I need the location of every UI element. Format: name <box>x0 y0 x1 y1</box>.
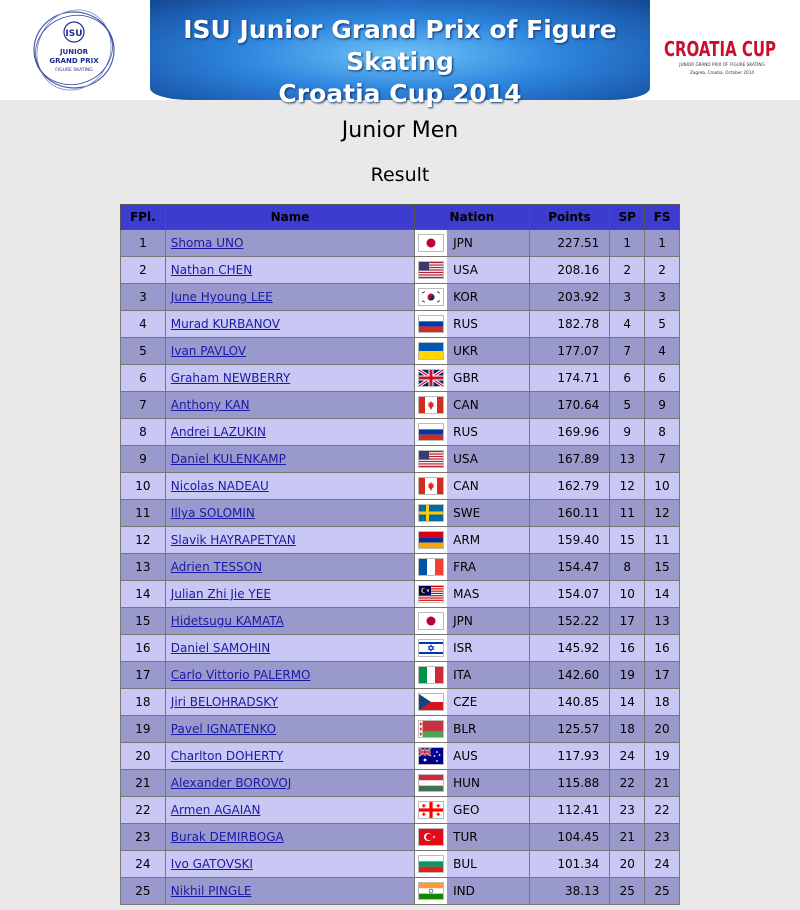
banner-title-line2: Croatia Cup 2014 <box>278 79 522 108</box>
skater-link[interactable]: Nathan CHEN <box>170 263 253 277</box>
nation-code: ARM <box>453 533 481 547</box>
nation-code: MAS <box>453 587 480 601</box>
cell-fs: 5 <box>645 311 680 338</box>
cell-fs: 18 <box>645 689 680 716</box>
flag-blr-icon <box>415 716 447 742</box>
category-title: Result <box>370 164 430 186</box>
cell-points: 115.88 <box>529 770 610 797</box>
header-fs: FS <box>645 205 680 230</box>
cell-fpl: 21 <box>121 770 166 797</box>
cell-name <box>165 824 414 851</box>
results-body <box>121 230 680 905</box>
cell-fpl: 7 <box>121 392 166 419</box>
table-row <box>121 635 680 662</box>
header-sp: SP <box>610 205 645 230</box>
cell-points: 142.60 <box>529 662 610 689</box>
nation-code: CAN <box>453 479 479 493</box>
svg-text:CROATIA CUP: CROATIA CUP <box>664 37 776 61</box>
cell-points: 145.92 <box>529 635 610 662</box>
table-row <box>121 284 680 311</box>
cell-fs: 16 <box>645 635 680 662</box>
cell-nation <box>415 716 529 743</box>
nation-code: TUR <box>453 830 478 844</box>
nation-wrapper <box>415 581 528 607</box>
cell-name <box>165 554 414 581</box>
flag-jpn-icon <box>415 608 447 634</box>
skater-link[interactable]: Daniel KULENKAMP <box>170 452 286 466</box>
table-row <box>121 365 680 392</box>
header-fpl: FPl. <box>121 205 166 230</box>
nation-code: JPN <box>453 614 473 628</box>
cell-sp: 1 <box>610 230 645 257</box>
skater-link[interactable]: Armen AGAIAN <box>170 803 261 817</box>
cell-name <box>165 446 414 473</box>
cell-nation <box>415 743 529 770</box>
cell-points: 104.45 <box>529 824 610 851</box>
cell-name <box>165 689 414 716</box>
cell-points: 154.07 <box>529 581 610 608</box>
banner-title <box>150 14 650 110</box>
svg-text:JUNIOR: JUNIOR <box>59 48 89 56</box>
cell-name <box>165 257 414 284</box>
skater-link[interactable]: Ivo GATOVSKI <box>170 857 253 871</box>
cell-fpl: 6 <box>121 365 166 392</box>
cell-fpl: 23 <box>121 824 166 851</box>
cell-sp: 15 <box>610 527 645 554</box>
skater-link[interactable]: Andrei LAZUKIN <box>170 425 266 439</box>
table-row <box>121 473 680 500</box>
flag-arm-icon <box>415 527 447 553</box>
cell-fpl: 20 <box>121 743 166 770</box>
cell-fpl: 9 <box>121 446 166 473</box>
cell-name <box>165 473 414 500</box>
nation-code: JPN <box>453 236 473 250</box>
skater-link[interactable]: Slavik HAYRAPETYAN <box>170 533 296 547</box>
cell-name <box>165 500 414 527</box>
flag-mas-icon <box>415 581 447 607</box>
cell-fpl: 24 <box>121 851 166 878</box>
cell-points: 152.22 <box>529 608 610 635</box>
skater-link[interactable]: Burak DEMIRBOGA <box>170 830 284 844</box>
flag-can-icon <box>415 392 447 418</box>
cell-name <box>165 338 414 365</box>
table-row <box>121 824 680 851</box>
cell-points: 154.47 <box>529 554 610 581</box>
cell-nation <box>415 284 529 311</box>
cell-sp: 18 <box>610 716 645 743</box>
skater-link[interactable]: Daniel SAMOHIN <box>170 641 271 655</box>
cell-fpl: 8 <box>121 419 166 446</box>
skater-link[interactable]: Nikhil PINGLE <box>170 884 252 898</box>
cell-name <box>165 851 414 878</box>
cell-nation <box>415 608 529 635</box>
header-nation: Nation <box>415 205 529 230</box>
table-row <box>121 311 680 338</box>
cell-sp: 24 <box>610 743 645 770</box>
cell-sp: 8 <box>610 554 645 581</box>
cell-fs: 17 <box>645 662 680 689</box>
skater-link[interactable]: Nicolas NADEAU <box>170 479 269 493</box>
nation-code: BUL <box>453 857 477 871</box>
cell-sp: 13 <box>610 446 645 473</box>
cell-nation <box>415 311 529 338</box>
cell-points: 125.57 <box>529 716 610 743</box>
flag-bul-icon <box>415 851 447 877</box>
flag-ind-icon <box>415 878 447 904</box>
cell-fs: 1 <box>645 230 680 257</box>
nation-code: ISR <box>453 641 473 655</box>
nation-wrapper <box>415 392 528 418</box>
nation-wrapper <box>415 824 528 850</box>
nation-wrapper <box>415 662 528 688</box>
cell-fs: 2 <box>645 257 680 284</box>
cell-fs: 21 <box>645 770 680 797</box>
cell-points: 208.16 <box>529 257 610 284</box>
table-row <box>121 581 680 608</box>
cell-points: 169.96 <box>529 419 610 446</box>
results-table <box>120 204 680 905</box>
cell-fpl: 2 <box>121 257 166 284</box>
skater-link[interactable]: Adrien TESSON <box>170 560 263 574</box>
cell-fs: 10 <box>645 473 680 500</box>
cell-fs: 24 <box>645 851 680 878</box>
cell-points: 170.64 <box>529 392 610 419</box>
flag-aus-icon <box>415 743 447 769</box>
cell-sp: 11 <box>610 500 645 527</box>
skater-link[interactable]: Illya SOLOMIN <box>170 506 255 520</box>
nation-wrapper <box>415 608 528 634</box>
cell-sp: 10 <box>610 581 645 608</box>
table-row <box>121 662 680 689</box>
cell-name <box>165 311 414 338</box>
cell-fpl: 25 <box>121 878 166 905</box>
skater-link[interactable]: June Hyoung LEE <box>170 290 273 304</box>
skater-link[interactable]: Julian Zhi Jie YEE <box>170 587 271 601</box>
cell-fs: 13 <box>645 608 680 635</box>
cell-sp: 16 <box>610 635 645 662</box>
nation-code: UKR <box>453 344 479 358</box>
cell-sp: 20 <box>610 851 645 878</box>
nation-code: KOR <box>453 290 479 304</box>
cell-points: 174.71 <box>529 365 610 392</box>
cell-points: 140.85 <box>529 689 610 716</box>
cell-sp: 12 <box>610 473 645 500</box>
nation-wrapper <box>415 284 528 310</box>
skater-link[interactable]: Shoma UNO <box>170 236 244 250</box>
table-row <box>121 230 680 257</box>
svg-text:GRAND PRIX: GRAND PRIX <box>49 57 99 65</box>
nation-code: ITA <box>453 668 472 682</box>
flag-isr-icon <box>415 635 447 661</box>
cell-name <box>165 797 414 824</box>
table-row <box>121 500 680 527</box>
table-row <box>121 392 680 419</box>
skater-link[interactable]: Anthony KAN <box>170 398 250 412</box>
skater-link[interactable]: Charlton DOHERTY <box>170 749 284 763</box>
cell-nation <box>415 473 529 500</box>
cell-fs: 11 <box>645 527 680 554</box>
nation-wrapper <box>415 500 528 526</box>
nation-code: HUN <box>453 776 480 790</box>
cell-sp: 23 <box>610 797 645 824</box>
cell-nation <box>415 824 529 851</box>
nation-wrapper <box>415 689 528 715</box>
cell-points: 112.41 <box>529 797 610 824</box>
cell-sp: 17 <box>610 608 645 635</box>
skater-link[interactable]: Pavel IGNATENKO <box>170 722 277 736</box>
cell-name <box>165 419 414 446</box>
table-row <box>121 446 680 473</box>
cell-name <box>165 743 414 770</box>
cell-fpl: 17 <box>121 662 166 689</box>
flag-ukr-icon <box>415 338 447 364</box>
table-row <box>121 851 680 878</box>
flag-geo-icon <box>415 797 447 823</box>
cell-nation <box>415 797 529 824</box>
cell-fpl: 14 <box>121 581 166 608</box>
cell-fs: 19 <box>645 743 680 770</box>
table-row <box>121 338 680 365</box>
table-row <box>121 257 680 284</box>
flag-fra-icon <box>415 554 447 580</box>
nation-code: FRA <box>453 560 477 574</box>
cell-fpl: 19 <box>121 716 166 743</box>
flag-usa-icon <box>415 257 447 283</box>
svg-text:Zagreb, Croatia, October 2014: Zagreb, Croatia, October 2014 <box>689 70 755 75</box>
cell-name <box>165 365 414 392</box>
banner-title-line1: ISU Junior Grand Prix of Figure Skating <box>183 15 617 76</box>
nation-code: RUS <box>453 317 478 331</box>
cell-fs: 20 <box>645 716 680 743</box>
cell-nation <box>415 230 529 257</box>
cell-sp: 14 <box>610 689 645 716</box>
nation-code: IND <box>453 884 475 898</box>
cell-nation <box>415 365 529 392</box>
cell-sp: 3 <box>610 284 645 311</box>
cell-fpl: 18 <box>121 689 166 716</box>
nation-wrapper <box>415 770 528 796</box>
nation-wrapper <box>415 851 528 877</box>
cell-fpl: 15 <box>121 608 166 635</box>
cell-points: 162.79 <box>529 473 610 500</box>
flag-ita-icon <box>415 662 447 688</box>
cell-nation <box>415 500 529 527</box>
nation-wrapper <box>415 527 528 553</box>
table-row <box>121 716 680 743</box>
table-row <box>121 527 680 554</box>
cell-fs: 4 <box>645 338 680 365</box>
cell-nation <box>415 635 529 662</box>
skater-link[interactable]: Ivan PAVLOV <box>170 344 247 358</box>
skater-link[interactable]: Carlo Vittorio PALERMO <box>170 668 311 682</box>
nation-wrapper <box>415 419 528 445</box>
cell-fs: 7 <box>645 446 680 473</box>
svg-text:JUNIOR GRAND PRIX OF FIGURE SK: JUNIOR GRAND PRIX OF FIGURE SKATING <box>679 62 765 67</box>
cell-name <box>165 392 414 419</box>
header-name: Name <box>165 205 414 230</box>
cell-name <box>165 284 414 311</box>
table-row <box>121 608 680 635</box>
cell-fs: 25 <box>645 878 680 905</box>
nation-wrapper <box>415 878 528 904</box>
cell-fpl: 12 <box>121 527 166 554</box>
cell-sp: 9 <box>610 419 645 446</box>
skater-link[interactable]: Murad KURBANOV <box>170 317 281 331</box>
cell-fpl: 13 <box>121 554 166 581</box>
isu-junior-grand-prix-logo <box>30 6 118 94</box>
cell-nation <box>415 338 529 365</box>
cell-name <box>165 527 414 554</box>
flag-jpn-icon <box>415 230 447 256</box>
cell-nation <box>415 257 529 284</box>
table-row <box>121 770 680 797</box>
nation-code: RUS <box>453 425 478 439</box>
skater-link[interactable]: Jiri BELOHRADSKY <box>170 695 278 709</box>
flag-hun-icon <box>415 770 447 796</box>
cell-fs: 12 <box>645 500 680 527</box>
nation-code: SWE <box>453 506 481 520</box>
skater-link[interactable]: Graham NEWBERRY <box>170 371 291 385</box>
cell-sp: 22 <box>610 770 645 797</box>
flag-rus-icon <box>415 311 447 337</box>
cell-name <box>165 581 414 608</box>
nation-code: USA <box>453 263 478 277</box>
cell-fpl: 5 <box>121 338 166 365</box>
cell-points: 101.34 <box>529 851 610 878</box>
cell-nation <box>415 392 529 419</box>
cell-name <box>165 716 414 743</box>
table-row <box>121 419 680 446</box>
cell-points: 182.78 <box>529 311 610 338</box>
table-row <box>121 797 680 824</box>
svg-text:ISU: ISU <box>65 29 83 39</box>
cell-name <box>165 230 414 257</box>
cell-sp: 25 <box>610 878 645 905</box>
cell-nation <box>415 878 529 905</box>
cell-nation <box>415 527 529 554</box>
event-title: Junior Men <box>341 118 459 143</box>
cell-points: 167.89 <box>529 446 610 473</box>
cell-fpl: 1 <box>121 230 166 257</box>
cell-fpl: 22 <box>121 797 166 824</box>
cell-fs: 23 <box>645 824 680 851</box>
nation-wrapper <box>415 635 528 661</box>
nation-wrapper <box>415 716 528 742</box>
nation-code: AUS <box>453 749 478 763</box>
nation-wrapper <box>415 311 528 337</box>
cell-points: 160.11 <box>529 500 610 527</box>
nation-wrapper <box>415 257 528 283</box>
nation-wrapper <box>415 365 528 391</box>
cell-fpl: 3 <box>121 284 166 311</box>
cell-name <box>165 770 414 797</box>
nation-code: GEO <box>453 803 480 817</box>
nation-wrapper <box>415 743 528 769</box>
cell-fpl: 10 <box>121 473 166 500</box>
cell-sp: 19 <box>610 662 645 689</box>
cell-sp: 4 <box>610 311 645 338</box>
flag-usa-icon <box>415 446 447 472</box>
cell-points: 117.93 <box>529 743 610 770</box>
flag-gbr-icon <box>415 365 447 391</box>
skater-link[interactable]: Alexander BOROVOJ <box>170 776 292 790</box>
cell-points: 203.92 <box>529 284 610 311</box>
table-row <box>121 689 680 716</box>
nation-code: USA <box>453 452 478 466</box>
flag-cze-icon <box>415 689 447 715</box>
croatia-cup-logo <box>662 36 782 80</box>
table-row <box>121 878 680 905</box>
cell-sp: 6 <box>610 365 645 392</box>
header-banner <box>0 0 800 108</box>
table-header-row <box>121 205 680 230</box>
skater-link[interactable]: Hidetsugu KAMATA <box>170 614 284 628</box>
cell-fs: 8 <box>645 419 680 446</box>
nation-wrapper <box>415 230 528 256</box>
table-row <box>121 743 680 770</box>
cell-sp: 7 <box>610 338 645 365</box>
cell-points: 38.13 <box>529 878 610 905</box>
flag-swe-icon <box>415 500 447 526</box>
cell-fs: 15 <box>645 554 680 581</box>
cell-sp: 21 <box>610 824 645 851</box>
cell-sp: 2 <box>610 257 645 284</box>
cell-fs: 14 <box>645 581 680 608</box>
nation-code: GBR <box>453 371 480 385</box>
cell-nation <box>415 689 529 716</box>
cell-name <box>165 662 414 689</box>
flag-rus-icon <box>415 419 447 445</box>
flag-tur-icon <box>415 824 447 850</box>
flag-kor-icon <box>415 284 447 310</box>
cell-points: 159.40 <box>529 527 610 554</box>
cell-fs: 22 <box>645 797 680 824</box>
nation-code: CZE <box>453 695 478 709</box>
cell-name <box>165 878 414 905</box>
nation-wrapper <box>415 338 528 364</box>
cell-nation <box>415 581 529 608</box>
cell-fs: 3 <box>645 284 680 311</box>
nation-wrapper <box>415 554 528 580</box>
cell-fpl: 11 <box>121 500 166 527</box>
nation-wrapper <box>415 797 528 823</box>
cell-nation <box>415 419 529 446</box>
cell-sp: 5 <box>610 392 645 419</box>
flag-can-icon <box>415 473 447 499</box>
cell-nation <box>415 446 529 473</box>
cell-nation <box>415 851 529 878</box>
cell-nation <box>415 662 529 689</box>
cell-fs: 6 <box>645 365 680 392</box>
cell-fs: 9 <box>645 392 680 419</box>
header-points: Points <box>529 205 610 230</box>
cell-name <box>165 608 414 635</box>
nation-code: CAN <box>453 398 479 412</box>
cell-points: 227.51 <box>529 230 610 257</box>
cell-points: 177.07 <box>529 338 610 365</box>
nation-wrapper <box>415 473 528 499</box>
nation-wrapper <box>415 446 528 472</box>
cell-nation <box>415 554 529 581</box>
svg-text:FIGURE SKATING: FIGURE SKATING <box>55 68 93 73</box>
nation-code: BLR <box>453 722 477 736</box>
cell-fpl: 4 <box>121 311 166 338</box>
cell-nation <box>415 770 529 797</box>
cell-name <box>165 635 414 662</box>
cell-fpl: 16 <box>121 635 166 662</box>
table-row <box>121 554 680 581</box>
